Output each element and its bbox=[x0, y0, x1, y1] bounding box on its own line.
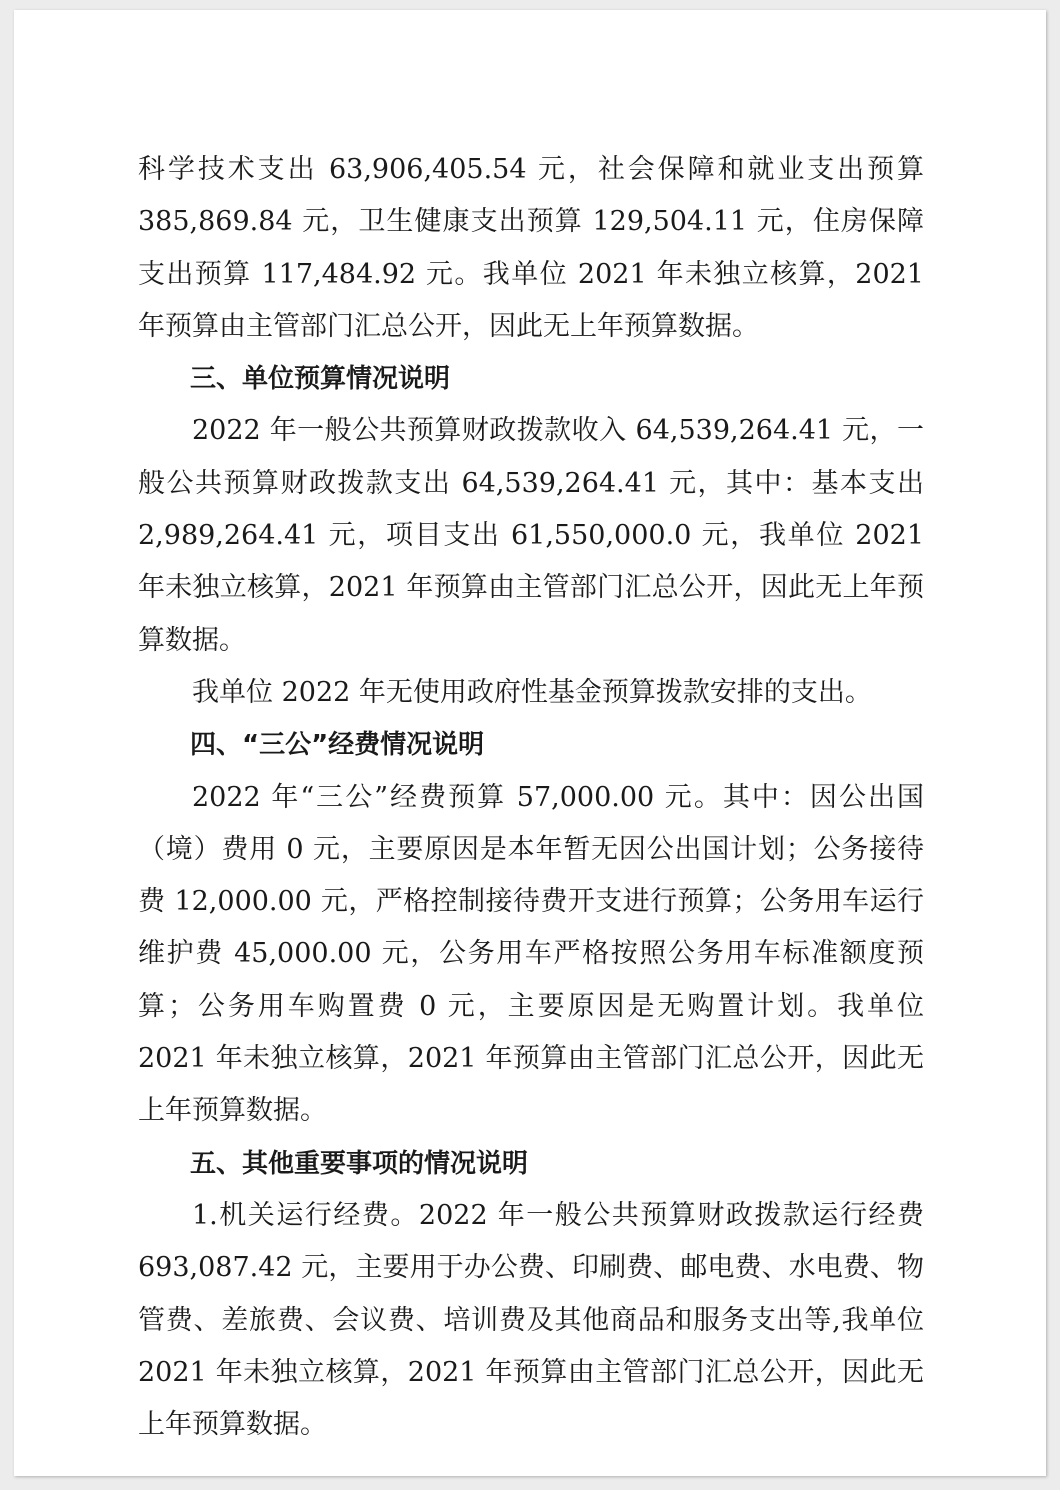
paragraph-budget-continuation: 科学技术支出 63,906,405.54 元，社会保障和就业支出预算 385,869.84 元，卫生健康支出预算 129,504.11 元，住房保障支出预算 117,484.92 元。我单位 2021 年未独立核算，2021 年预算由主管部门汇总公开，因此无上年预算数据。 bbox=[138, 154, 924, 342]
paragraph-unit-budget: 2022 年一般公共预算财政拨款收入 64,539,264.41 元，一般公共预算财政拨款支出 64,539,264.41 元，其中：基本支出 2,989,264.41 元，项目支出 61,550,000.0 元，我单位 2021 年未独立核算，2021 年预算由主管部门汇总公开，因此无上年预算数据。 bbox=[138, 415, 924, 656]
document-body bbox=[138, 144, 924, 1451]
paragraph-three-public: 2022 年“三公”经费预算 57,000.00 元。其中：因公出国（境）费用 0 元，主要原因是本年暂无因公出国计划；公务接待费 12,000.00 元，严格控制接待费开支进行预算；公务用车运行维护费 45,000.00 元，公务用车严格按照公务用车标准额度预算；公务用车购置费 0 元，主要原因是无购置计划。我单位 2021 年未独立核算，2021 年预算由主管部门汇总公开，因此无上年预算数据。 bbox=[138, 781, 924, 1127]
section-heading-three-public: 四、“三公”经费情况说明 bbox=[190, 730, 485, 761]
paragraph-government-fund: 我单位 2022 年无使用政府性基金预算拨款安排的支出。 bbox=[192, 676, 872, 708]
document-page bbox=[14, 10, 1046, 1476]
paragraph-operating-expenses: 1.机关运行经费。2022 年一般公共预算财政拨款运行经费 693,087.42 元，主要用于办公费、印刷费、邮电费、水电费、物管费、差旅费、会议费、培训费及其他商品和服务支出等,我单位 2021 年未独立核算，2021 年预算由主管部门汇总公开，因此无上年预算数据。 bbox=[138, 1199, 924, 1441]
section-heading-other-matters: 五、其他重要事项的情况说明 bbox=[190, 1148, 529, 1179]
section-heading-unit-budget: 三、单位预算情况说明 bbox=[190, 364, 451, 395]
